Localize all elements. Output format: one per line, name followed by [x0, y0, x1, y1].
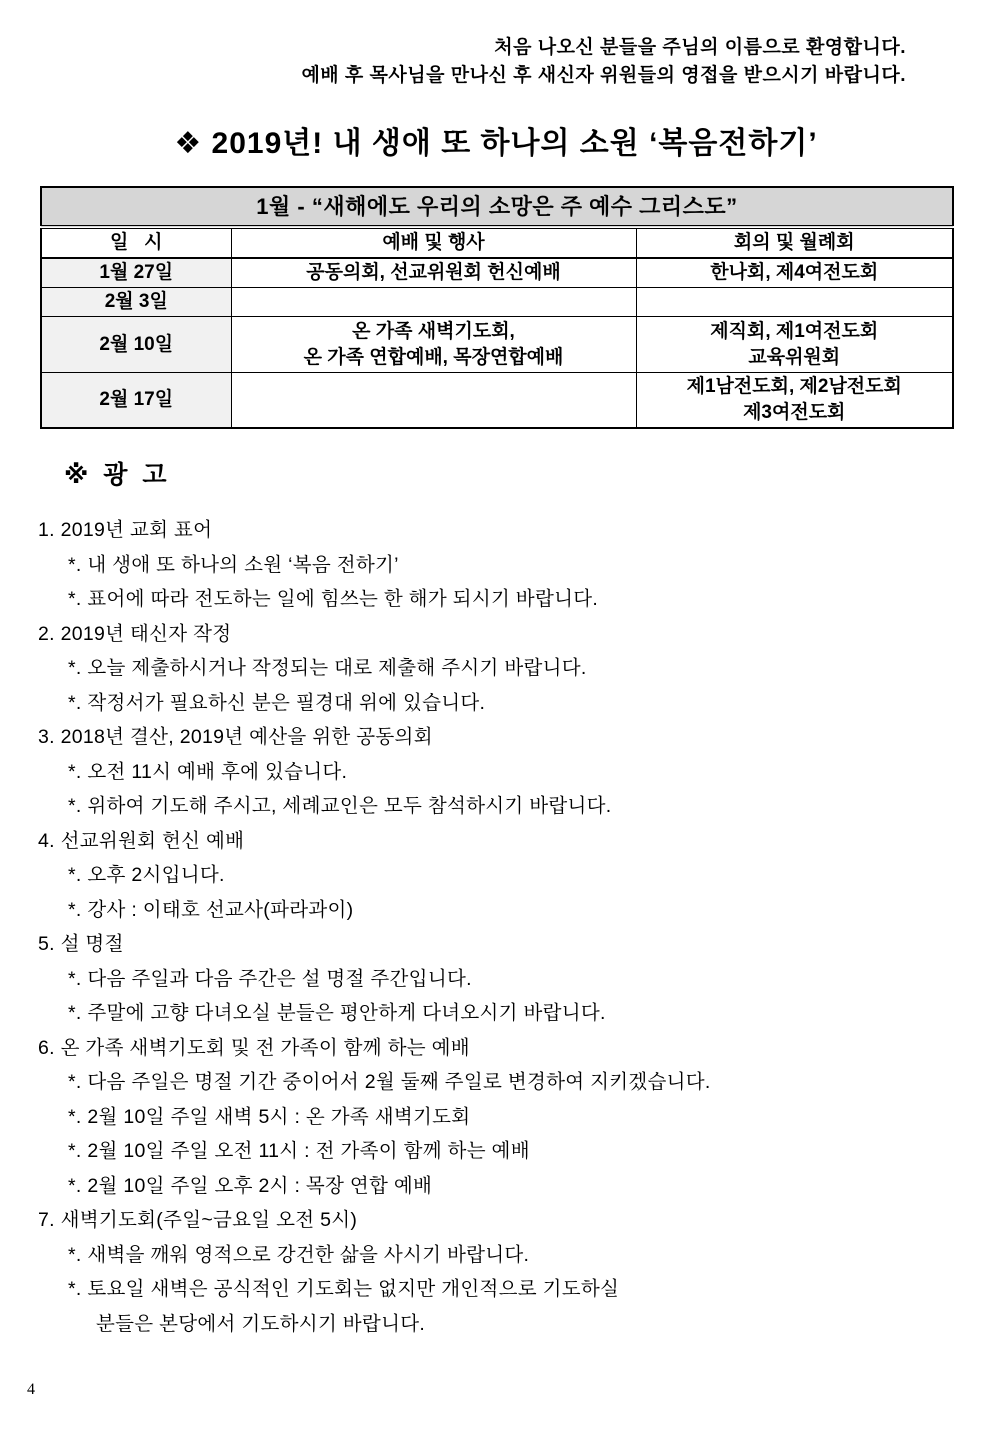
- announcement-item-4-sub-1: *. 오후 2시입니다.: [68, 864, 225, 886]
- row4-meetings-line2: 제3여전도회: [743, 402, 846, 423]
- page-title: ❖ 2019년! 내 생애 또 하나의 소원 ‘복음전하기’: [174, 127, 818, 160]
- welcome-notice-line2: 예배 후 목사님을 만나신 후 새신자 위원들의 영접을 받으시기 바랍니다.: [301, 65, 906, 86]
- announcement-item-5-sub-2: *. 주말에 고향 다녀오실 분들은 평안하게 다녀오시기 바랍니다.: [68, 1002, 606, 1024]
- table-row: [41, 373, 953, 429]
- row3-date: 2월 10일: [41, 317, 231, 373]
- row3-worship: [231, 317, 636, 373]
- announcement-item-6-sub-3: *. 2월 10일 주일 오전 11시 : 전 가족이 함께 하는 예배: [68, 1140, 530, 1162]
- announcement-item-5-sub-1: *. 다음 주일과 다음 주간은 설 명절 주간입니다.: [68, 967, 472, 990]
- row2-worship: [231, 288, 636, 317]
- row3-meetings: [636, 317, 953, 373]
- col-header-worship: 예배 및 행사: [231, 227, 636, 258]
- col-header-date: 일 시: [41, 227, 231, 258]
- row2-meetings: [636, 288, 953, 317]
- announcement-item-4-sub-2: *. 강사 : 이태호 선교사(파라과이): [68, 898, 354, 921]
- row2-date: 2월 3일: [41, 288, 231, 317]
- announcement-item-6: 6. 온 가족 새벽기도회 및 전 가족이 함께 하는 예배: [38, 1036, 470, 1059]
- table-row: [41, 258, 953, 288]
- welcome-notice: [0, 34, 992, 90]
- row4-worship: [231, 373, 636, 429]
- row3-meetings-line2: 교육위원회: [748, 346, 841, 368]
- announcement-item-2-sub-1: *. 오늘 제출하시거나 작정되는 대로 제출해 주시기 바랍니다.: [68, 657, 587, 679]
- announcement-item-3: 3. 2018년 결산, 2019년 예산을 위한 공동의회: [38, 726, 433, 748]
- announcement-item-1-sub-2: *. 표어에 따라 전도하는 일에 힘쓰는 한 해가 되시기 바랍니다.: [68, 588, 599, 610]
- announcement-item-3-sub-1: *. 오전 11시 예배 후에 있습니다.: [68, 760, 348, 783]
- table-row: [41, 317, 953, 373]
- table-title: 1월 - “새해에도 우리의 소망은 주 예수 그리스도”: [41, 187, 953, 227]
- row1-worship: 공동의회, 선교위원회 헌신예배: [231, 258, 636, 288]
- row3-meetings-line1: 제직회, 제1여전도회: [710, 320, 879, 342]
- announcement-item-3-sub-2: *. 위하여 기도해 주시고, 세례교인은 모두 참석하시기 바랍니다.: [68, 795, 612, 817]
- row3-worship-line2: 온 가족 연합예배, 목장연합예배: [303, 346, 564, 368]
- announcement-item-1: 1. 2019년 교회 표어: [38, 519, 213, 541]
- table-row: [41, 288, 953, 317]
- row1-date: 1월 27일: [41, 258, 231, 288]
- row4-meetings: [636, 373, 953, 429]
- announcement-item-7-sub-2: *. 토요일 새벽은 공식적인 기도회는 없지만 개인적으로 기도하실: [68, 1278, 620, 1300]
- announcement-item-7: 7. 새벽기도회(주일~금요일 오전 5시): [38, 1209, 358, 1231]
- announcement-item-6-sub-4: *. 2월 10일 주일 오후 2시 : 목장 연합 예배: [68, 1174, 433, 1197]
- announcement-item-1-sub-1: *. 내 생애 또 하나의 소원 ‘복음 전하기’: [68, 553, 399, 576]
- announcement-item-6-sub-2: *. 2월 10일 주일 새벽 5시 : 온 가족 새벽기도회: [68, 1105, 471, 1128]
- announcement-item-4: 4. 선교위원회 헌신 예배: [38, 829, 245, 852]
- announcements-list: [38, 513, 992, 1341]
- row4-meetings-line1: 제1남전도회, 제2남전도회: [686, 376, 902, 397]
- announcement-item-7-sub-2-continuation: 분들은 본당에서 기도하시기 바랍니다.: [96, 1312, 426, 1335]
- announcement-item-7-sub-1: *. 새벽을 깨워 영적으로 강건한 삶을 사시기 바랍니다.: [68, 1243, 530, 1266]
- announcement-item-6-sub-1: *. 다음 주일은 명절 기간 중이어서 2월 둘째 주일로 변경하여 지키겠습니다.: [68, 1071, 711, 1093]
- announcement-item-5: 5. 설 명절: [38, 933, 124, 955]
- page-number: 4: [27, 1381, 35, 1398]
- row4-date: 2월 17일: [41, 373, 231, 429]
- welcome-notice-line1: 처음 나오신 분들을 주님의 이름으로 환영합니다.: [494, 37, 906, 58]
- row1-meetings: 한나회, 제4여전도회: [636, 258, 953, 288]
- monthly-schedule-table: [40, 186, 954, 429]
- row3-worship-line1: 온 가족 새벽기도회,: [352, 320, 515, 342]
- announcements-heading: ※ 광 고: [64, 461, 171, 489]
- col-header-meetings: 회의 및 월례회: [636, 227, 953, 258]
- announcement-item-2-sub-2: *. 작정서가 필요하신 분은 필경대 위에 있습니다.: [68, 691, 486, 714]
- announcement-item-2: 2. 2019년 태신자 작정: [38, 622, 232, 645]
